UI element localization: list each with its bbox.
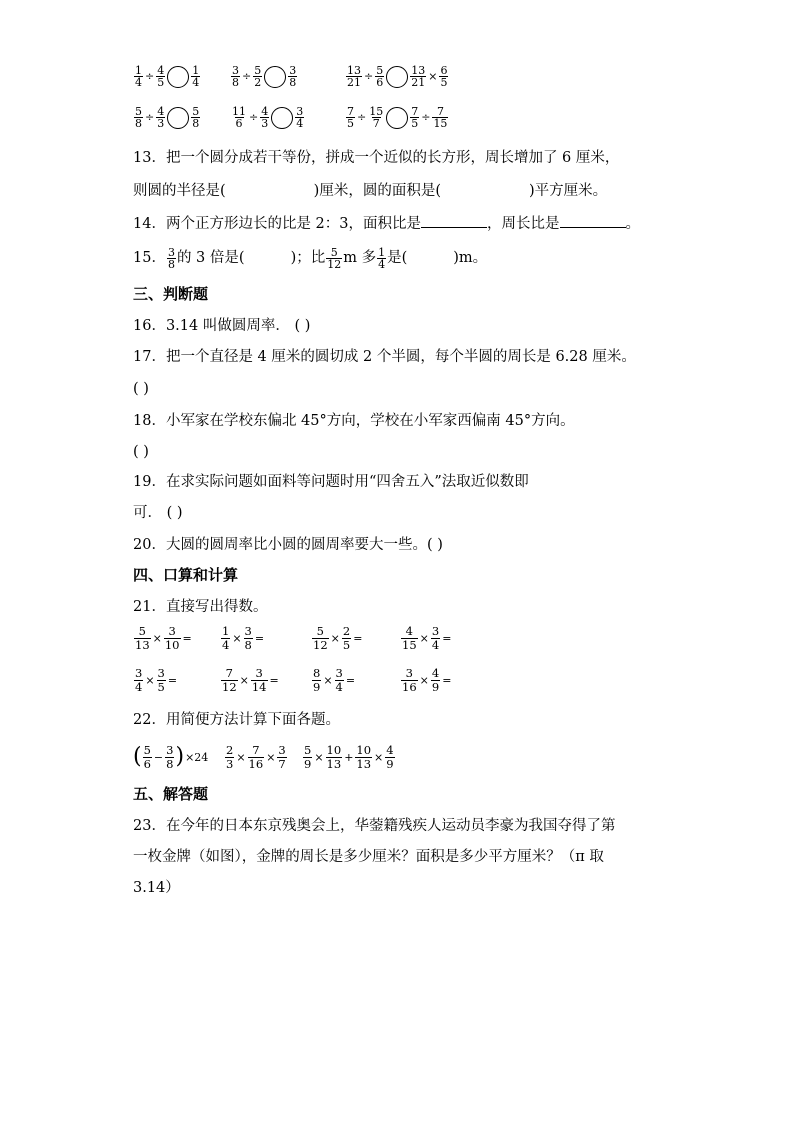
q15-text-d: m 多: [343, 250, 377, 266]
operator: =: [269, 674, 279, 687]
compare-circle-blank[interactable]: [271, 107, 293, 129]
q15-text-a: 15．: [133, 250, 166, 266]
q22-expression-1: ( $\frac{5}{6}$ − $\frac{3}{8}$ ) ×24: [133, 742, 209, 771]
operator: ×: [419, 674, 429, 687]
fraction: $\frac{7}{15}$: [433, 105, 448, 130]
fraction: $\frac{4}{3}$: [261, 105, 269, 130]
operator: ÷: [357, 111, 367, 124]
fraction: $\frac{8}{9}$: [313, 666, 321, 694]
compare-circle-blank[interactable]: [386, 66, 408, 88]
q15-text-b: 的 3 倍是(: [176, 250, 245, 266]
fraction: $\frac{4}{9}$: [431, 666, 440, 694]
operator: ×: [232, 632, 242, 645]
fraction: $\frac{5}{8}$: [135, 105, 142, 130]
fraction: $\frac{13}{21}$: [347, 64, 361, 89]
calc-item: [400, 667, 472, 694]
fraction: $\frac{3}{8}$: [289, 64, 297, 89]
compare-circle-blank[interactable]: [167, 107, 189, 129]
fraction: $\frac{3}{4}$: [135, 666, 143, 694]
question-19-line-2[interactable]: 可． ( ): [133, 505, 183, 521]
operator: ×: [152, 632, 162, 645]
question-22: 22．用简便方法计算下面各题。: [133, 712, 340, 728]
calc-item: [311, 625, 383, 652]
calc-item: [311, 667, 376, 694]
compare-item: [345, 65, 449, 88]
fraction: $\frac{7}{12}$: [222, 666, 237, 694]
compare-circle-blank[interactable]: [264, 66, 286, 88]
q14-text-a: 14．两个正方形边长的比是 2：3，面积比是: [133, 216, 422, 232]
section-4-heading: 四、口算和计算: [133, 566, 239, 584]
calc-answer-blank[interactable]: [356, 674, 376, 688]
fraction: $\frac{2}{5}$: [342, 624, 351, 652]
compare-circle-blank[interactable]: [167, 66, 189, 88]
question-19-line-1: 19．在求实际问题如面料等问题时用“四舍五入”法取近似数即: [133, 474, 529, 490]
question-21: 21．直接写出得数。: [133, 599, 268, 615]
fraction: $\frac{1}{4}$: [192, 64, 200, 89]
calc-item: [400, 625, 472, 652]
fraction: $\frac{4}{5}$: [157, 64, 165, 89]
q14-blank-perimeter-ratio[interactable]: [560, 213, 626, 228]
fraction: $\frac{1}{4}$: [135, 64, 142, 89]
calc-answer-blank[interactable]: [452, 632, 472, 646]
operator: ×: [145, 674, 155, 687]
fraction: $\frac{7}{5}$: [411, 105, 419, 130]
q14-blank-area-ratio[interactable]: [421, 213, 487, 228]
compare-item: [230, 106, 305, 129]
q14-text-b: ，周长比是: [487, 216, 560, 232]
fraction: $\frac{5}{6}$: [376, 64, 384, 89]
compare-item: [133, 65, 201, 88]
calc-item: [220, 667, 300, 694]
question-17-answer[interactable]: ( ): [133, 381, 149, 397]
operator: =: [442, 632, 452, 645]
fraction: $\frac{3}{8}$: [232, 64, 239, 89]
question-14: [133, 213, 640, 234]
calc-answer-blank[interactable]: [363, 632, 383, 646]
operator: ×: [330, 632, 340, 645]
compare-item: [345, 106, 449, 129]
fraction: $\frac{3}{4}$: [335, 666, 343, 694]
operator: ÷: [145, 111, 155, 124]
compare-item: [230, 65, 298, 88]
fraction: $\frac{3}{10}$: [164, 624, 180, 652]
fraction: $\frac{4}{15}$: [402, 624, 417, 652]
compare-item: [133, 106, 201, 129]
q14-text-c: 。: [625, 216, 641, 232]
q13-text-c: )平方厘米。: [529, 183, 608, 199]
operator: ÷: [364, 70, 374, 83]
fraction: $\frac{11}{6}$: [232, 105, 246, 130]
q15-fraction-2: $\frac{5}{12}$: [327, 245, 342, 271]
operator: =: [442, 674, 452, 687]
question-18: 18．小军家在学校东偏北 45°方向，学校在小军家西偏南 45°方向。: [133, 413, 575, 429]
fraction: $\frac{1}{4}$: [222, 624, 230, 652]
question-16: 16．3.14 叫做圆周率． ( ): [133, 318, 311, 334]
calc-answer-blank[interactable]: [178, 674, 198, 688]
section-3-heading: 三、判断题: [133, 285, 209, 303]
q15-text-e: 是(: [387, 250, 408, 266]
calc-item: [133, 625, 213, 652]
fraction: $\frac{7}{5}$: [347, 105, 354, 130]
fraction: $\frac{3}{5}$: [157, 666, 165, 694]
q22-expression-3: $\frac{5}{9}$ × $\frac{10}{13}$ + $\frac{10}{13}$ × $\frac{4}{9}$: [304, 742, 394, 771]
fraction: $\frac{3}{14}$: [251, 666, 267, 694]
operator: =: [345, 674, 356, 687]
calc-answer-blank[interactable]: [193, 632, 213, 646]
question-18-answer[interactable]: ( ): [133, 444, 149, 460]
calc-item: [133, 667, 198, 694]
fraction: $\frac{13}{21}$: [411, 64, 426, 89]
fraction: $\frac{5}{12}$: [313, 624, 328, 652]
question-17: 17．把一个直径是 4 厘米的圆切成 2 个半圆，每个半圆的周长是 6.28 厘米。: [133, 349, 636, 365]
calc-answer-blank[interactable]: [280, 674, 300, 688]
fraction: $\frac{5}{8}$: [192, 105, 200, 130]
fraction: $\frac{4}{3}$: [157, 105, 165, 130]
operator: =: [182, 632, 192, 645]
q15-text-c: )；比: [290, 250, 326, 266]
question-20[interactable]: 20．大圆的圆周率比小圆的圆周率要大一些。( ): [133, 537, 443, 553]
operator: ×: [428, 70, 438, 83]
operator: ÷: [145, 70, 155, 83]
operator: =: [167, 674, 178, 687]
q15-text-f: )m。: [453, 250, 488, 266]
operator: ×: [419, 632, 429, 645]
calc-answer-blank[interactable]: [452, 674, 472, 688]
operator: ×: [323, 674, 333, 687]
compare-circle-blank[interactable]: [386, 107, 408, 129]
q15-fraction-3: $\frac{1}{4}$: [378, 245, 386, 271]
q13-text-b: )厘米，圆的面积是(: [313, 183, 441, 199]
operator: ÷: [421, 111, 431, 124]
fraction: $\frac{3}{8}$: [244, 624, 252, 652]
right-paren: ): [175, 744, 185, 769]
operator: ÷: [249, 111, 259, 124]
fraction: $\frac{3}{4}$: [296, 105, 304, 130]
fraction: $\frac{3}{16}$: [402, 666, 417, 694]
question-15: [133, 244, 487, 272]
q15-fraction-1: $\frac{3}{8}$: [167, 245, 175, 271]
operator: ×: [239, 674, 249, 687]
fraction: $\frac{5}{13}$: [135, 624, 150, 652]
question-23-line-2: 一枚金牌（如图），金牌的周长是多少厘米？面积是多少平方厘米？（π 取: [133, 849, 604, 865]
question-23-line-3: 3.14）: [133, 880, 180, 896]
q13-text-a: 则圆的半径是(: [133, 183, 226, 199]
question-23-line-1: 23．在今年的日本东京残奥会上，华蓥籍残疾人运动员李豪为我国夺得了第: [133, 818, 616, 834]
calc-answer-blank[interactable]: [265, 632, 285, 646]
q22-expression-2: $\frac{2}{3}$ × $\frac{7}{16}$ × $\frac{3}{7}$: [226, 742, 286, 771]
operator: ÷: [242, 70, 252, 83]
fraction: $\frac{6}{5}$: [440, 64, 448, 89]
fraction: $\frac{5}{2}$: [254, 64, 262, 89]
calc-item: [220, 625, 285, 652]
operator: =: [353, 632, 363, 645]
question-13-line-2: [133, 181, 607, 201]
operator: =: [254, 632, 265, 645]
section-5-heading: 五、解答题: [133, 785, 209, 803]
question-13-line-1: 13．把一个圆分成若干等份，拼成一个近似的长方形，周长增加了 6 厘米，: [133, 150, 620, 166]
fraction: $\frac{15}{7}$: [369, 105, 384, 130]
fraction: $\frac{3}{4}$: [431, 624, 440, 652]
left-paren: (: [133, 744, 142, 769]
